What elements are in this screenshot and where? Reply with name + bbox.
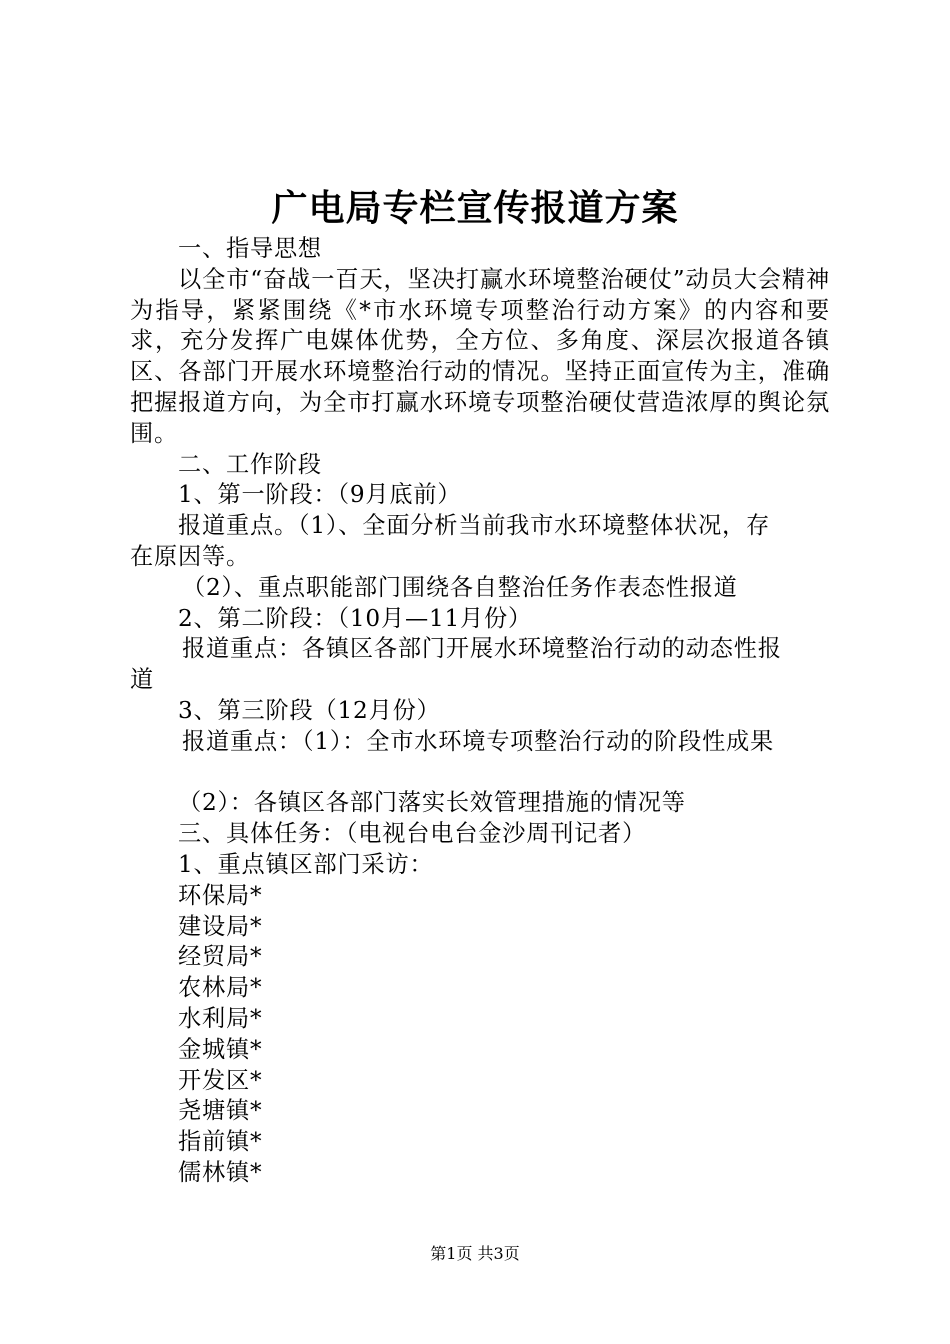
stage-1-focus-item-2: （2）、重点职能部门围绕各自整治任务作表态性报道 [182, 573, 738, 601]
unit-list-item: 环保局* [178, 881, 263, 909]
stage-3-heading: 3、第三阶段（12月份） [178, 696, 441, 724]
stage-3-focus-item-2: （2）：各镇区各部门落实长效管理措施的情况等 [178, 789, 686, 817]
unit-list-item: 金城镇* [178, 1035, 263, 1063]
section-heading-guiding-thought: 一、指导思想 [178, 235, 322, 262]
section-heading-specific-tasks: 三、具体任务：（电视台电台金沙周刊记者） [178, 820, 647, 848]
unit-list-item: 经贸局* [178, 943, 263, 971]
unit-list-item: 农林局* [178, 974, 263, 1002]
document-title: 广电局专栏宣传报道方案 [271, 187, 679, 229]
stage-2-heading: 2、第二阶段：（10月—11月份） [178, 604, 533, 632]
unit-list-item: 建设局* [178, 912, 263, 940]
unit-list-item: 尧塘镇* [178, 1097, 263, 1125]
document-body [130, 234, 830, 1189]
task-1-heading: 1、重点镇区部门采访： [178, 850, 434, 878]
stage-1-heading: 1、第一阶段：（9月底前） [178, 481, 462, 509]
stage-3-focus-item-1: 报道重点：（1）：全市水环境专项整治行动的阶段性成果 [182, 727, 775, 755]
page-number-footer: 第1页 共3页 [430, 1244, 520, 1263]
guiding-thought-paragraph: 以全市“奋战一百天，坚决打赢水环境整治硬仗”动员大会精神为指导，紧紧围绕《*市水环境专项整治行动方案》的内容和要求，充分发挥广电媒体优势，全方位、多角度、深层次报道各镇区、各部门开展水环境整治行动的情况。坚持正面宣传为主，准确把握报道方向，为全市打赢水环境专项整治硬仗营造浓厚的舆论氛围。 [130, 265, 830, 447]
blank-line [130, 758, 830, 789]
stage-2-focus-line-1: 报道重点：各镇区各部门开展水环境整治行动的动态性报 [182, 635, 782, 663]
unit-list-item: 开发区* [178, 1066, 263, 1094]
stage-1-focus-line-2: 在原因等。 [130, 542, 250, 570]
stage-2-focus-line-2: 道 [130, 666, 154, 694]
unit-list-item: 儒林镇* [178, 1158, 263, 1186]
section-heading-work-stages: 二、工作阶段 [178, 450, 322, 478]
unit-list-item: 指前镇* [178, 1128, 263, 1156]
unit-list-item: 水利局* [178, 1004, 263, 1032]
stage-1-focus-line-1: 报道重点。（1）、全面分析当前我市水环境整体状况，存 [178, 512, 771, 540]
